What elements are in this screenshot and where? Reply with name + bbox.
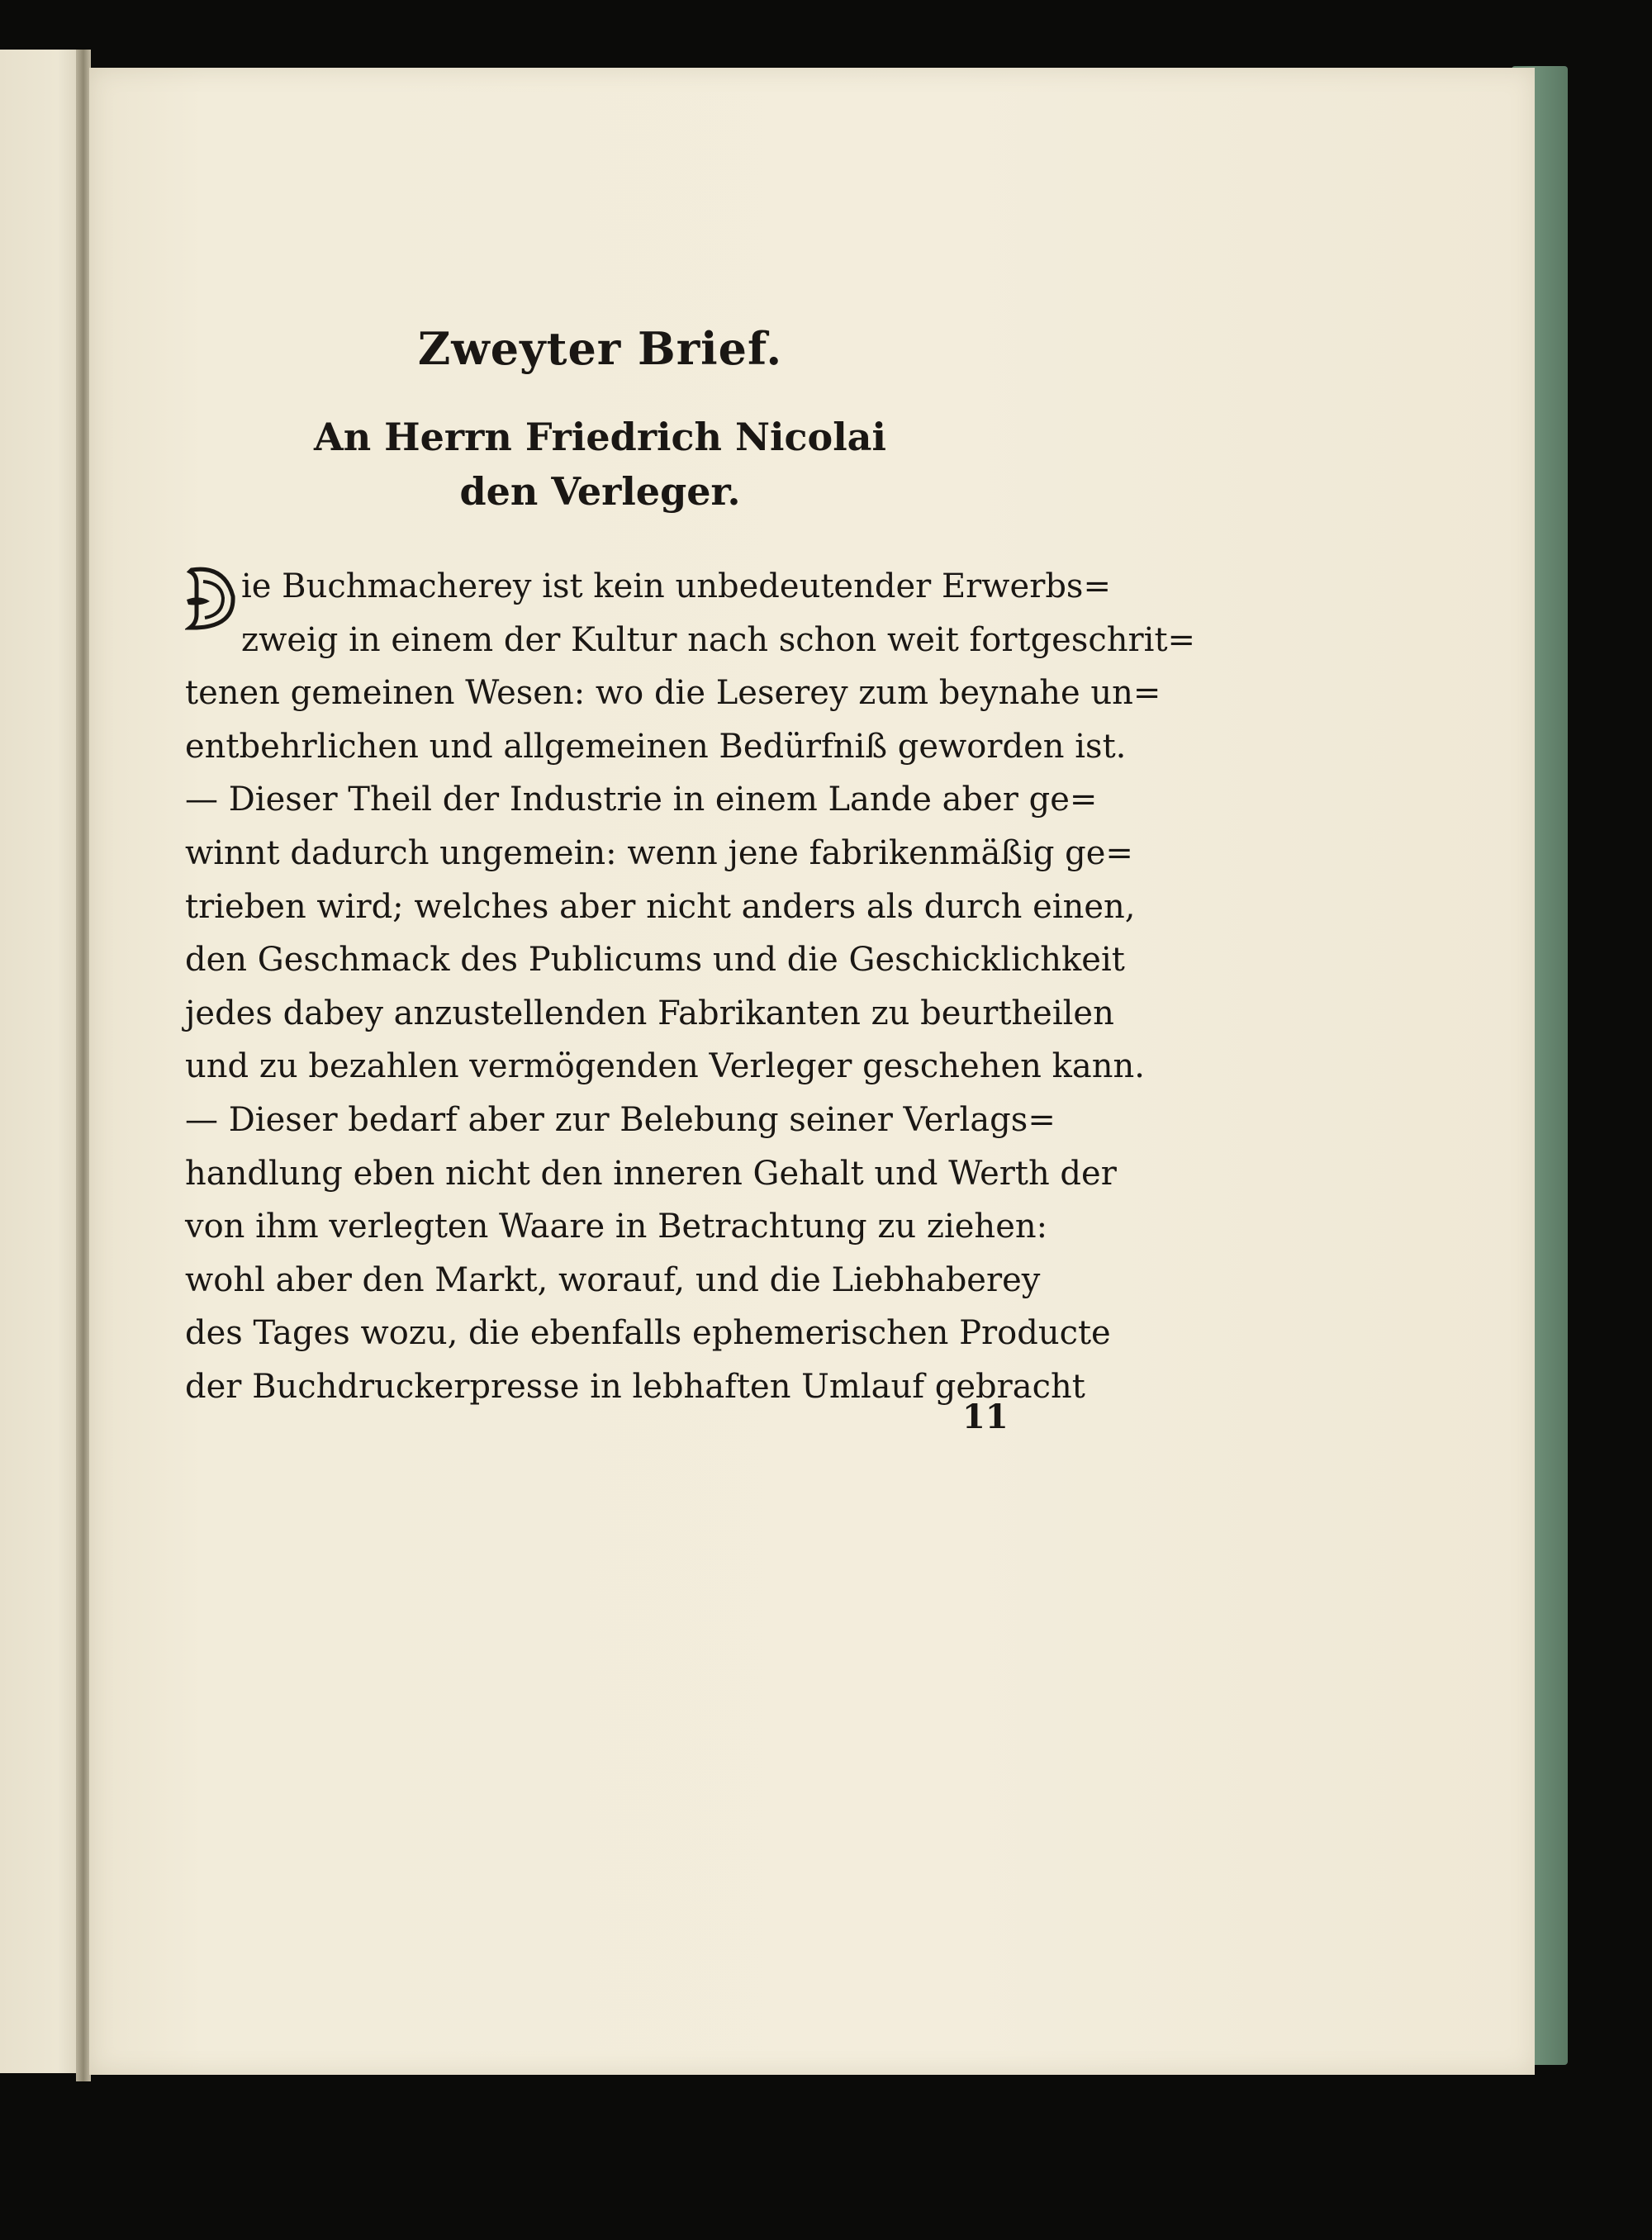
body-line: — Dieser bedarf aber zur Belebung seiner Verlags= bbox=[185, 1100, 1056, 1139]
letter-addressee bbox=[185, 410, 1015, 519]
body-line: der Buchdruckerpresse in lebhaften Umlauf gebracht bbox=[185, 1367, 1085, 1406]
body-line: tenen gemeinen Wesen: wo die Leserey zum beynahe un= bbox=[185, 674, 1161, 713]
body-line: und zu bezahlen vermögenden Verleger geschehen kann. bbox=[185, 1047, 1145, 1086]
body-line: handlung eben nicht den inneren Gehalt und Werth der bbox=[185, 1154, 1117, 1193]
initial-d-ornament bbox=[185, 565, 238, 631]
page-text bbox=[185, 322, 1196, 1414]
decorated-initial bbox=[185, 565, 238, 631]
body-line: wohl aber den Markt, worauf, und die Liebhaberey bbox=[185, 1260, 1041, 1299]
body-line: trieben wird; welches aber nicht anders als durch einen, bbox=[185, 887, 1136, 926]
addressee-line: den Verleger. bbox=[459, 469, 741, 514]
body-line: den Geschmack des Publicums und die Geschicklichkeit bbox=[185, 941, 1125, 980]
body-line: winnt dadurch ungemein: wenn jene fabrikenmäßig ge= bbox=[185, 833, 1133, 872]
body-line: entbehrlichen und allgemeinen Bedürfniß geworden ist. bbox=[185, 727, 1127, 766]
addressee-line: An Herrn Friedrich Nicolai bbox=[314, 415, 886, 459]
body-line: des Tages wozu, die ebenfalls ephemerischen Producte bbox=[185, 1314, 1111, 1353]
letter-title: Zweyter Brief. bbox=[417, 322, 783, 375]
body-line: — Dieser Theil der Industrie in einem Lande aber ge= bbox=[185, 781, 1098, 819]
page-number: 11 bbox=[962, 1398, 1009, 1436]
body-line: jedes dabey anzustellenden Fabrikanten zu beurtheilen bbox=[185, 994, 1114, 1032]
left-page bbox=[0, 50, 83, 2073]
body-line: ie Buchmacherey ist kein unbedeutender Erwerbs= bbox=[241, 567, 1111, 605]
body-line: von ihm verlegten Waare in Betrachtung zu ziehen: bbox=[185, 1208, 1048, 1246]
body-line: zweig in einem der Kultur nach schon weit fortgeschrit= bbox=[241, 620, 1196, 659]
body-paragraph bbox=[185, 560, 1196, 1414]
